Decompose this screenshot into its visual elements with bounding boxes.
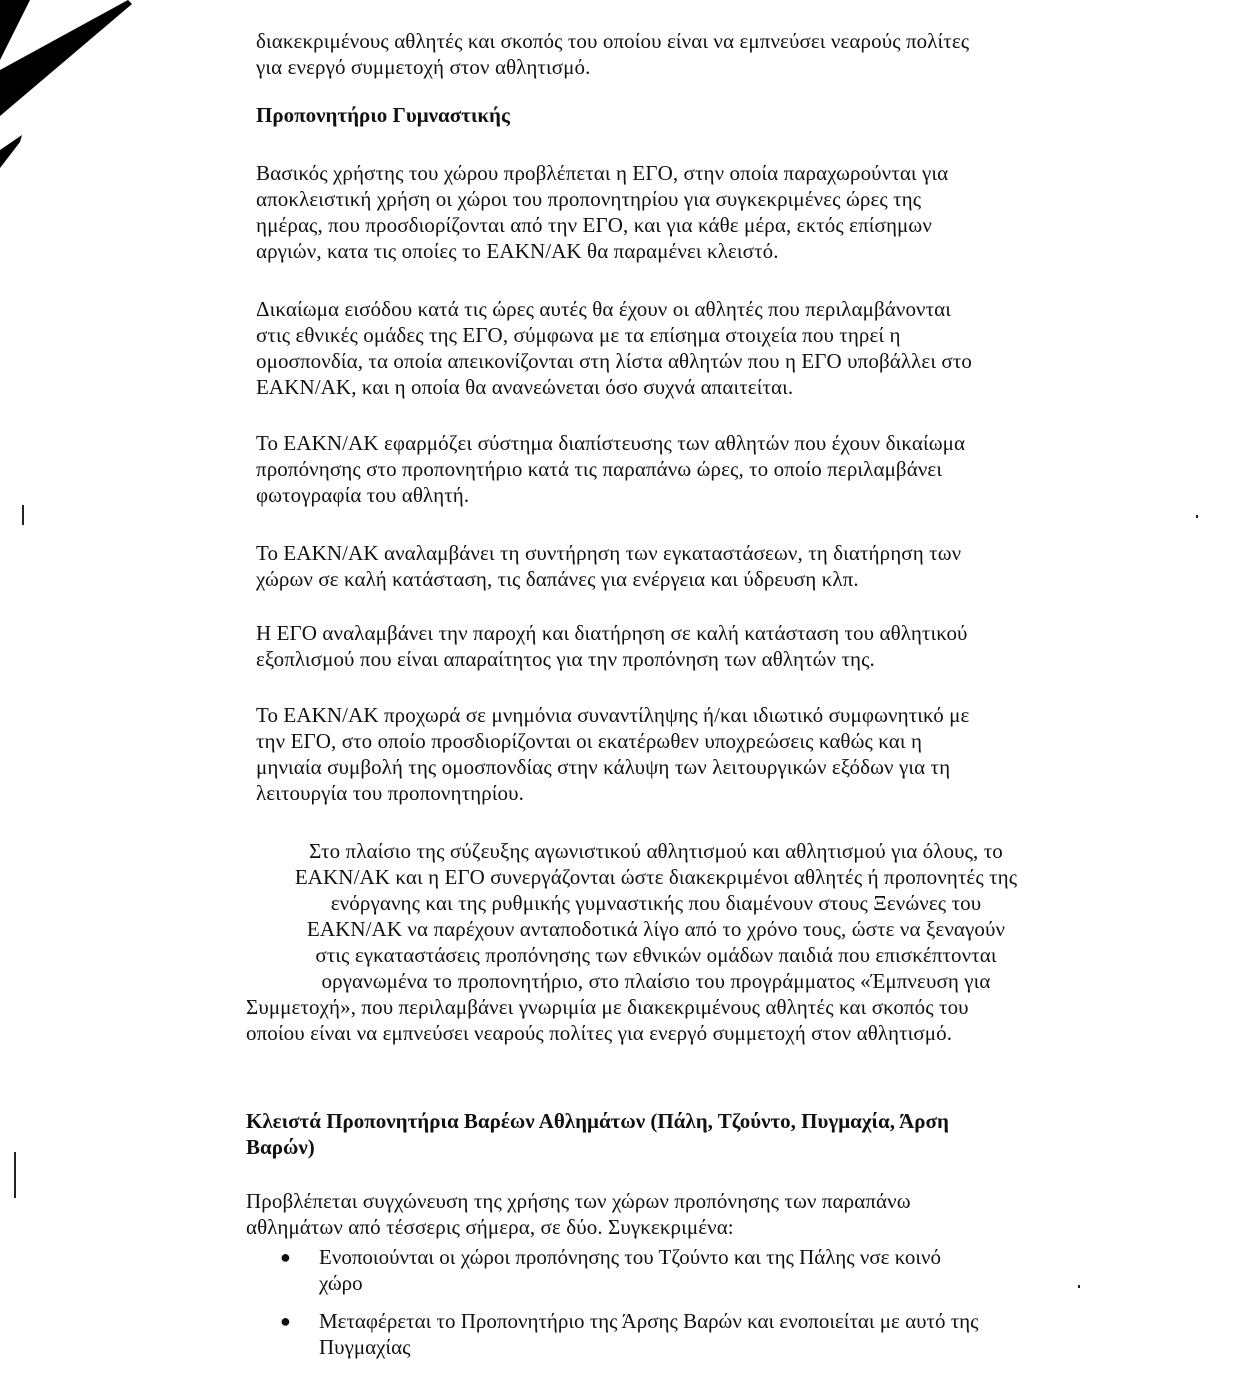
text-line: Το ΕΑΚΝ/ΑΚ αναλαμβάνει τη συντήρηση των εγκαταστάσεων, τη διατήρηση των xyxy=(256,541,962,565)
text-line: οργανωμένα το προπονητήριο, στο πλαίσιο του προγράμματος «Έμπνευση για xyxy=(321,969,991,993)
text-line: χώρο xyxy=(319,1271,363,1295)
section-heading-text: Βαρών) xyxy=(246,1135,315,1159)
scan-speck xyxy=(1196,515,1198,518)
text-line: ΕΑΚΝ/ΑΚ και η ΕΓΟ συνεργάζονται ώστε διακεκριμένοι αθλητές ή προπονητές της xyxy=(294,865,1018,889)
paragraph xyxy=(246,838,1066,1046)
text-line: Δικαίωμα εισόδου κατά τις ώρες αυτές θα έχουν οι αθλητές που περιλαμβάνονται xyxy=(256,297,952,321)
paragraph xyxy=(256,540,961,592)
section-heading xyxy=(256,102,510,128)
paragraph xyxy=(256,160,948,264)
scan-speck xyxy=(22,505,24,525)
list-item xyxy=(280,1308,1080,1360)
text-line: Προβλέπεται συγχώνευση της χρήσης των χώρων προπόνησης των παραπάνω xyxy=(246,1189,911,1213)
scan-edge-mark xyxy=(0,0,140,220)
text-line: αργιών, κατα τις οποίες το ΕΑΚΝ/ΑΚ θα παραμένει κλειστό. xyxy=(256,239,779,263)
text-line: Συμμετοχή», που περιλαμβάνει γνωριμία με διακεκριμένους αθλητές και σκοπός του xyxy=(246,995,969,1019)
text-line: Μεταφέρεται το Προπονητήριο της Άρσης Βαρών και ενοποιείται με αυτό της xyxy=(319,1309,979,1333)
text-line: εξοπλισμού που είναι απαραίτητος για την προπόνηση των αθλητών της. xyxy=(256,647,875,671)
text-line: αθλημάτων από τέσσερις σήμερα, σε δύο. Συγκεκριμένα: xyxy=(246,1215,734,1239)
paragraph xyxy=(246,1188,911,1240)
text-line: ομοσπονδία, τα οποία απεικονίζονται στη λίστα αθλητών που η ΕΓΟ υποβάλλει στο xyxy=(256,349,972,373)
text-line: προπόνησης στο προπονητήριο κατά τις παραπάνω ώρες, το οποίο περιλαμβάνει xyxy=(256,457,943,481)
text-line: αποκλειστική χρήση οι χώροι του προπονητηρίου για συγκεκριμένες ώρες της xyxy=(256,187,922,211)
text-line: Πυγμαχίας xyxy=(319,1335,411,1359)
intro-paragraph xyxy=(256,28,969,80)
section-heading-text: Κλειστά Προπονητήρια Βαρέων Αθλημάτων (Πάλη, Τζούντο, Πυγμαχία, Άρση xyxy=(246,1109,949,1133)
bullet-icon: ● xyxy=(280,1247,291,1267)
paragraph xyxy=(256,702,969,806)
list-item xyxy=(280,1244,1080,1296)
text-line: Ενοποιούνται οι χώροι προπόνησης του Τζούντο και της Πάλης νσε κοινό xyxy=(319,1245,941,1269)
text-line: διακεκριμένους αθλητές και σκοπός του οποίου είναι να εμπνεύσει νεαρούς πολίτες xyxy=(256,29,970,53)
text-line: φωτογραφία του αθλητή. xyxy=(256,483,470,507)
text-line: ενόργανης και της ρυθμικής γυμναστικής που διαμένουν στους Ξενώνες του xyxy=(330,891,982,915)
text-line: χώρων σε καλή κατάσταση, τις δαπάνες για ενέργεια και ύδρευση κλπ. xyxy=(256,567,859,591)
text-line: ΕΑΚΝ/ΑΚ να παρέχουν ανταποδοτικά λίγο από το χρόνο τους, ώστε να ξεναγούν xyxy=(306,917,1006,941)
text-line: στις εγκαταστάσεις προπόνησης των εθνικών ομάδων παιδιά που επισκέπτονται xyxy=(315,943,997,967)
text-line: Η ΕΓΟ αναλαμβάνει την παροχή και διατήρηση σε καλή κατάσταση του αθλητικού xyxy=(256,621,968,645)
paragraph xyxy=(256,296,972,400)
text-line: Το ΕΑΚΝ/ΑΚ προχωρά σε μνημόνια συναντίληψης ή/και ιδιωτικό συμφωνητικό με xyxy=(256,703,970,727)
text-line: Στο πλαίσιο της σύζευξης αγωνιστικού αθλητισμού και αθλητισμού για όλους, το xyxy=(309,839,1003,863)
text-line: λειτουργία του προπονητηρίου. xyxy=(256,781,524,805)
text-line: οποίου είναι να εμπνεύσει νεαρούς πολίτες για ενεργό συμμετοχή στον αθλητισμό. xyxy=(246,1021,953,1045)
text-line: την ΕΓΟ, στο οποίο προσδιορίζονται οι εκατέρωθεν υποχρεώσεις καθώς και η xyxy=(256,729,923,753)
section-heading xyxy=(246,1108,949,1160)
bullet-list xyxy=(280,1244,1080,1372)
text-line: ΕΑΚΝ/ΑΚ, και η οποία θα ανανεώνεται όσο συχνά απαιτείται. xyxy=(256,375,794,399)
scan-speck xyxy=(14,1152,16,1198)
bullet-icon: ● xyxy=(280,1311,291,1331)
text-line: για ενεργό συμμετοχή στον αθλητισμό. xyxy=(256,55,591,79)
paragraph xyxy=(256,620,968,672)
text-line: μηνιαία συμβολή της ομοσπονδίας στην κάλυψη των λειτουργικών εξόδων για τη xyxy=(256,755,951,779)
text-line: Το ΕΑΚΝ/ΑΚ εφαρμόζει σύστημα διαπίστευσης των αθλητών που έχουν δικαίωμα xyxy=(256,431,966,455)
text-line: ημέρας, που προσδιορίζονται από την ΕΓΟ, και για κάθε μέρα, εκτός επίσημων xyxy=(256,213,932,237)
section-heading-text: Προπονητήριο Γυμναστικής xyxy=(256,103,510,127)
text-line: Βασικός χρήστης του χώρου προβλέπεται η ΕΓΟ, στην οποία παραχωρούνται για xyxy=(256,161,949,185)
paragraph xyxy=(256,430,965,508)
text-line: στις εθνικές ομάδες της ΕΓΟ, σύμφωνα με τα επίσημα στοιχεία που τηρεί η xyxy=(256,323,901,347)
